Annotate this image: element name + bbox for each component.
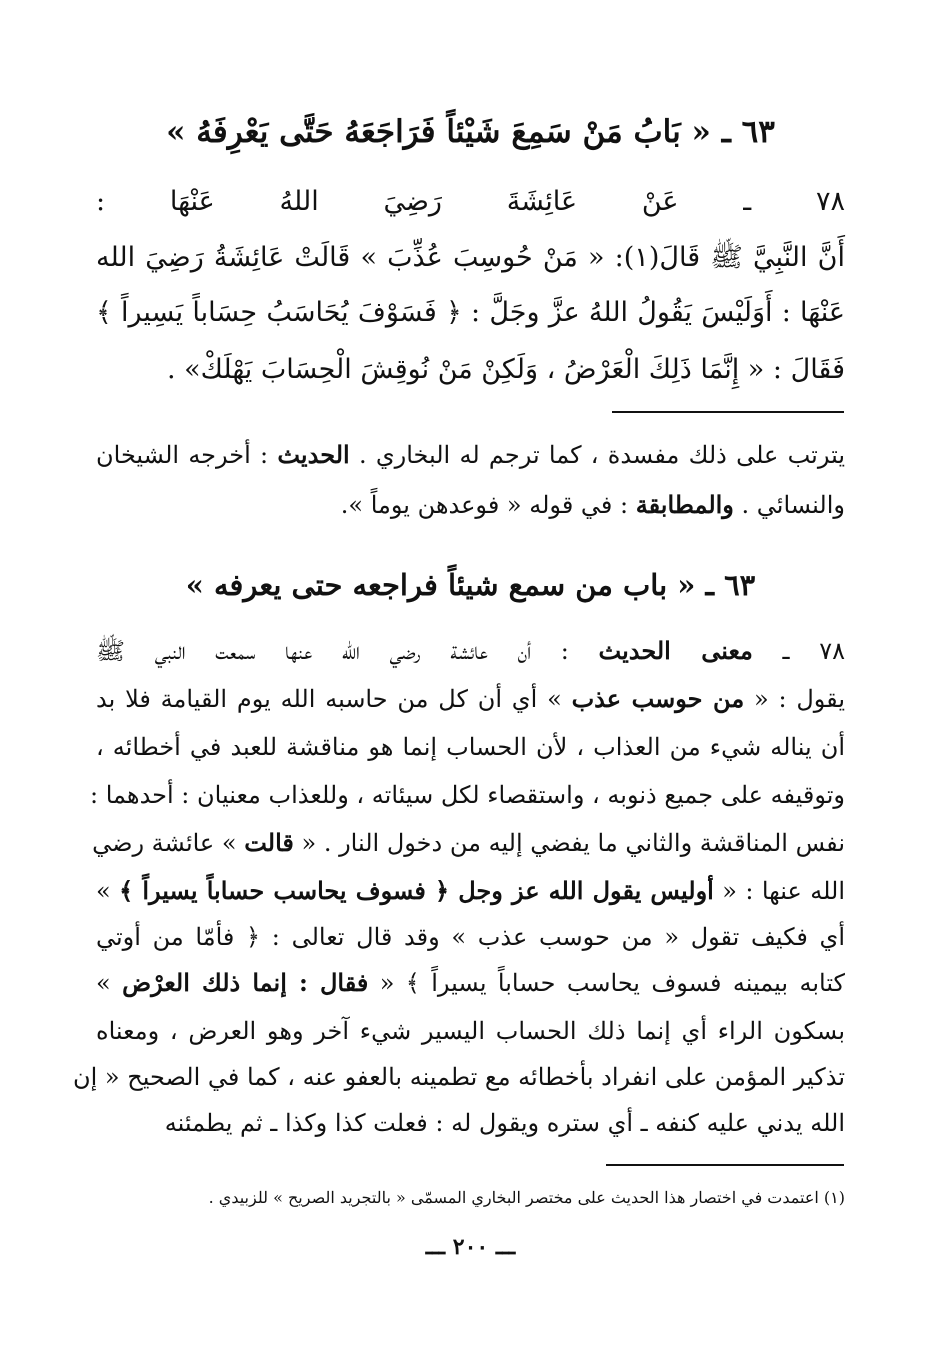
chapter-heading-hadith: ٦٣ ـ « بَابُ مَنْ سَمِعَ شَيْئاً فَرَاجَعَهُ حَتَّى يَعْرِفَهُ » [166, 114, 775, 150]
text-segment: ٧٨ ـ [752, 637, 845, 665]
text-segment: » عائشة رضي [92, 829, 245, 857]
text-segment: » [96, 969, 123, 997]
hadith-line: أَنَّ النَّبِيَّ ﷺ قَالَ(١): « مَنْ حُوسِبَ عُذِّبَ » قَالَتْ عَائِشَةُ رَضِيَ الله [96, 242, 845, 273]
commentary-line [90, 780, 845, 809]
commentary-line [96, 1108, 845, 1137]
text-segment: يترتب على ذلك مفسدة ، كما ترجم له البخاري . [349, 441, 845, 469]
commentary-line [96, 636, 845, 671]
bold-term: من حوسب عذب [571, 684, 745, 713]
hadith-line: ٧٨ ـ عَنْ عَائِشَةَ رَضِيَ اللهُ عَنْهَا : [96, 186, 845, 217]
commentary-line [96, 684, 845, 713]
separator-rule [612, 411, 844, 413]
bold-term: معنى الحديث [598, 636, 753, 665]
commentary-line [96, 968, 845, 997]
commentary-line [96, 1016, 845, 1045]
commentary-line [96, 876, 845, 905]
bold-term: فقال : إنما ذلك العرْض [122, 968, 369, 997]
text-segment: والنسائي . [733, 491, 845, 519]
bold-term: الحديث [277, 440, 350, 469]
chapter-heading-commentary: ٦٣ ـ « باب من سمع شيئاً فراجعه حتى يعرفه » [185, 568, 756, 602]
commentary-intro-line [96, 440, 845, 469]
text-segment: نفس المناقشة والثاني ما يفضي إليه من دخول النار . « [293, 829, 845, 857]
text-segment: الله يدني عليه كنفه ـ أي ستره ويقول له : فعلت كذا وكذا ـ ثم يطمئنه [164, 1109, 845, 1137]
text-segment: أي فكيف تقول « من حوسب عذب » وقد قال تعالى : ﴿ فأمّا من أوتي [96, 923, 845, 951]
page-number: ـــ ٢٠٠ ـــ [425, 1234, 516, 1260]
text-segment: يقول : « [744, 685, 846, 713]
text-segment: تذكير المؤمن على انفراد بأخطائه مع تطمينه بالعفو عنه ، كما في الصحيح « إن [72, 1063, 845, 1091]
text-segment: وتوقيفه على جميع ذنوبه ، واستقصاء لكل سيئاته ، وللعذاب معنيان : أحدهما : [90, 781, 845, 809]
commentary-line [92, 828, 845, 857]
footnote: (١) اعتمدت في اختصار هذا الحديث على مختصر البخاري المسمّى « بالتجريد الصريح » للزبيدي . [208, 1188, 845, 1207]
text-segment: الله عنها : « [713, 877, 846, 905]
text-segment: بسكون الراء أي إنما ذلك الحساب اليسير شيء آخر وهو العرض ، ومعناه [96, 1017, 845, 1045]
commentary-line [72, 1062, 845, 1091]
commentary-line [96, 922, 845, 951]
text-segment: كتابه بيمينه فسوف يحاسب حساباً يسيراً ﴾ « [368, 969, 845, 997]
commentary-intro-line [96, 490, 845, 519]
hadith-line: عَنْهَا : أَوَلَيْسَ يَقُولُ اللهُ عزَّ وجَلَّ : ﴿ فَسَوْفَ يُحَاسَبُ حِسَاباً يَسِيراً ﴾ [96, 297, 845, 328]
text-segment: : أن عائشة رضي الله عنها سمعت النبي ﷺ [96, 637, 599, 665]
text-segment: أن يناله شيء من العذاب ، لأن الحساب إنما هو مناقشة للعبد في أخطائه ، [96, 733, 845, 761]
bold-term: قالت [244, 828, 294, 857]
commentary-line [96, 732, 845, 761]
text-segment: : أخرجه الشيخان [96, 441, 278, 469]
hadith-line: فَقَالَ : « إِنَّمَا ذَلِكَ الْعَرْضُ ، وَلَكِنْ مَنْ نُوقِشَ الْحِسَابَ يَهْلَكْ» . [166, 354, 845, 385]
bold-term: أوليس يقول الله عز وجل ﴿ فسوف يحاسب حساباً يسيراً ﴾ [119, 876, 714, 905]
bold-term: والمطابقة [635, 490, 734, 519]
footnote-rule [606, 1164, 844, 1166]
text-segment: » أي أن كل من حاسبه الله يوم القيامة فلا بد [96, 685, 572, 713]
text-segment: » [96, 877, 120, 905]
text-segment: : في قوله « فوعدهن يوماً ». [340, 491, 636, 519]
